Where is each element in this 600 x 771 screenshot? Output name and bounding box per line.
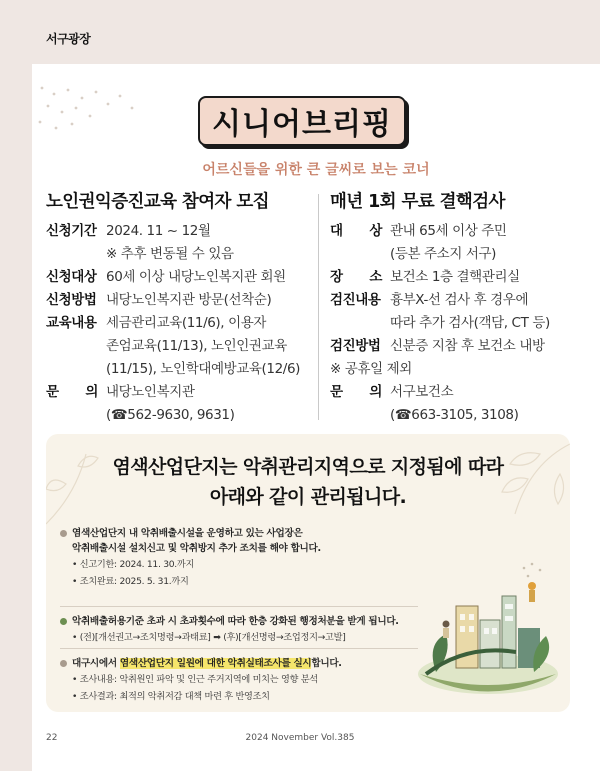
content-sheet xyxy=(32,64,600,771)
notice-divider xyxy=(60,606,418,607)
column-divider xyxy=(318,194,319,420)
bullet-dot xyxy=(60,660,67,667)
notice-divider xyxy=(60,648,418,649)
bullet-dot xyxy=(60,618,67,625)
info-row: (11/15), 노인학대예방교육(12/6) xyxy=(106,361,300,377)
info-row: 따라 추가 검사(객담, CT 등) xyxy=(390,315,550,331)
notice-section-2: 악취배출허용기준 초과 시 초과횟수에 따라 한층 강화된 행정처분을 받게 됩니다. • (전)[개선권고→조치명령→과태료] ➡ (후)[개선명령→조업정지→고발] xyxy=(60,614,420,646)
page-number: 22 xyxy=(46,733,58,743)
notice-section-1: 염색산업단지 내 악취배출시설을 운영하고 있는 사업장은 악취배출시설 설치신고 및 악취방지 추가 조치를 해야 합니다. • 신고기한: 2024. 11. 30.까지 • 조치완료: 2025. 5. 31.까지 xyxy=(60,526,420,590)
info-row: 장 소 보건소 1층 결핵관리실 xyxy=(330,269,520,285)
info-row: (등본 주소지 서구) xyxy=(390,246,497,262)
section-title: 시니어브리핑 xyxy=(212,107,392,142)
info-row: 문 의 내당노인복지관 xyxy=(46,384,195,400)
issue-info: 2024 November Vol.385 xyxy=(245,733,355,743)
section-subtitle: 어르신들을 위한 큰 글씨로 보는 코너 xyxy=(202,162,430,178)
education-recruitment xyxy=(46,188,316,427)
education-heading: 노인권익증진교육 참여자 모집 xyxy=(46,192,269,212)
decorative-dots xyxy=(32,78,172,148)
industrial-park-illustration xyxy=(406,524,566,704)
info-row: 대 상 관내 65세 이상 주민 xyxy=(330,223,507,239)
info-row: ※ 추후 변동될 수 있음 xyxy=(106,246,234,262)
page-header xyxy=(0,0,600,64)
odor-management-notice xyxy=(46,434,570,712)
magazine-brand: 서구광장 xyxy=(46,32,91,46)
notice-title: 염색산업단지는 악취관리지역으로 지정됨에 따라 아래와 같이 관리됩니다. xyxy=(112,456,504,508)
info-row: 교육내용 세금관리교육(11/6), 이용자 xyxy=(46,315,267,331)
section-title-badge xyxy=(198,96,406,146)
info-row: 신청방법 내당노인복지관 방문(선착순) xyxy=(46,292,272,308)
info-note: ※ 공휴일 제외 xyxy=(330,361,412,377)
info-row: 검진방법 신분증 지참 후 보건소 내방 xyxy=(330,338,545,354)
bullet-dot xyxy=(60,530,67,537)
info-row: 신청기간 2024. 11 ~ 12월 xyxy=(46,223,211,239)
notice-section-3: 대구시에서 염색산업단지 일원에 대한 악취실태조사를 실시합니다. • 조사내용: 악취원인 파악 및 인근 주거지역에 미치는 영향 분석 • 조사결과: 최적의 악취저감 대책 마련 후 반영조치 xyxy=(60,656,420,705)
screening-heading: 매년 1회 무료 결핵검사 xyxy=(330,192,505,212)
info-row: 신청대상 60세 이상 내당노인복지관 회원 xyxy=(46,269,286,285)
info-row: 문 의 서구보건소 xyxy=(330,384,454,400)
info-row: (☎663-3105, 3108) xyxy=(390,407,519,423)
tb-screening xyxy=(330,188,592,427)
info-row: 검진내용 흉부X-선 검사 후 경우에 xyxy=(330,292,529,308)
info-row: 존엄교육(11/13), 노인인권교육 xyxy=(106,338,287,354)
info-row: (☎562-9630, 9631) xyxy=(106,407,235,423)
